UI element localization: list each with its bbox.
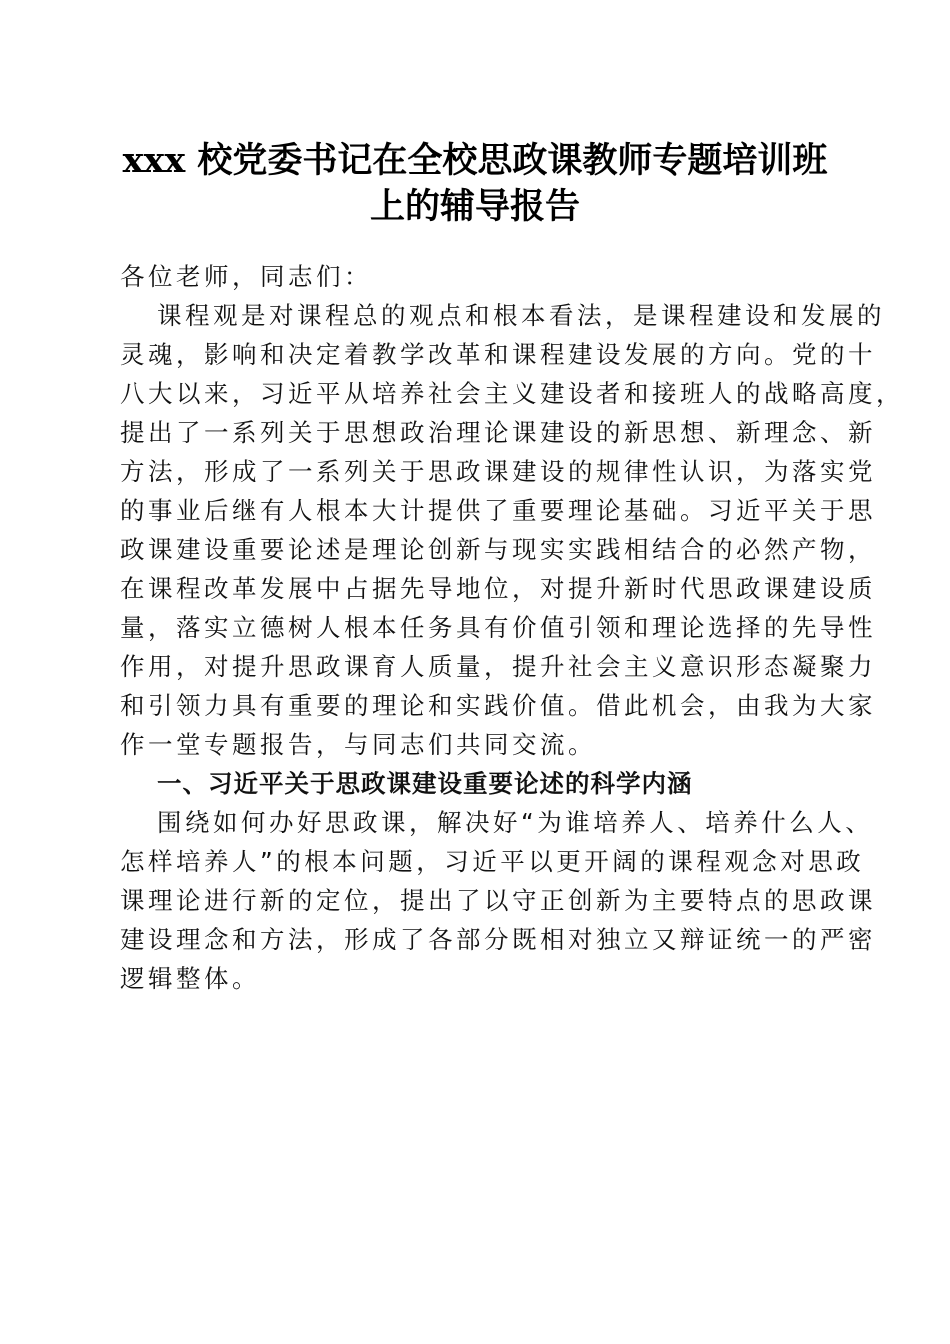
paragraph-line: 逻辑整体。	[120, 964, 260, 993]
title-line-2: 上的辅导报告	[369, 186, 580, 227]
paragraph-1	[120, 296, 904, 764]
salutation: 各位老师，同志们：	[120, 262, 372, 291]
paragraph-line: 提出了一系列关于思想政治理论课建设的新思想、新理念、新	[120, 418, 876, 447]
paragraph-line: 在课程改革发展中占据先导地位，对提升新时代思政课建设质	[120, 574, 876, 603]
paragraph-line: 建设理念和方法，形成了各部分既相对独立又辩证统一的严密	[120, 925, 876, 954]
paragraph-line: 八大以来，习近平从培养社会主义建设者和接班人的战略高度，	[120, 379, 904, 408]
paragraph-line: 政课建设重要论述是理论创新与现实实践相结合的必然产物，	[120, 535, 876, 564]
paragraph-line: 课程观是对课程总的观点和根本看法，是课程建设和发展的	[157, 301, 885, 330]
paragraph-line: 的事业后继有人根本大计提供了重要理论基础。习近平关于思	[120, 496, 876, 525]
paragraph-line: 灵魂，影响和决定着教学改革和课程建设发展的方向。党的十	[120, 340, 876, 369]
document-body	[120, 257, 904, 998]
section-heading: 一、习近平关于思政课建设重要论述的科学内涵	[157, 769, 693, 798]
title-line-1: xxx 校党委书记在全校思政课教师专题培训班	[122, 140, 828, 181]
paragraph-line: 和引领力具有重要的理论和实践价值。借此机会，由我为大家	[120, 691, 876, 720]
paragraph-line: 量，落实立德树人根本任务具有价值引领和理论选择的先导性	[120, 613, 876, 642]
paragraph-line: 作一堂专题报告，与同志们共同交流。	[120, 730, 596, 759]
paragraph-line: 课理论进行新的定位，提出了以守正创新为主要特点的思政课	[120, 886, 876, 915]
paragraph-line: 怎样培养人”的根本问题，习近平以更开阔的课程观念对思政	[120, 847, 865, 876]
paragraph-line: 围绕如何办好思政课，解决好“为谁培养人、培养什么人、	[157, 808, 874, 837]
paragraph-2	[120, 803, 876, 998]
document-title	[100, 138, 850, 230]
paragraph-line: 作用，对提升思政课育人质量，提升社会主义意识形态凝聚力	[120, 652, 876, 681]
paragraph-line: 方法，形成了一系列关于思政课建设的规律性认识，为落实党	[120, 457, 876, 486]
